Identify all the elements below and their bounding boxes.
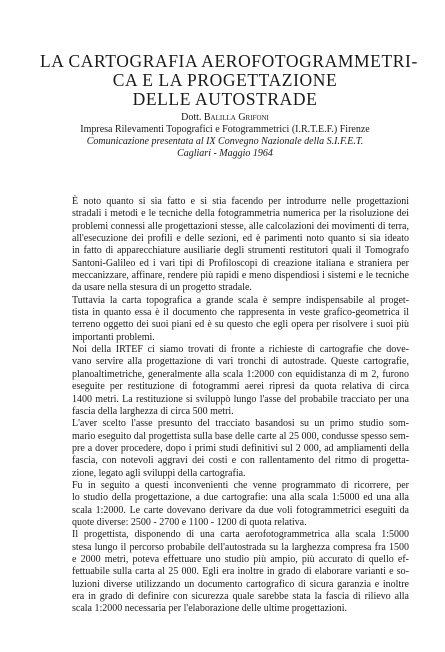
text-line: terreno oggetto dei suoi piani ed è su questo che egli opera per risolvere i suoi più: [72, 319, 409, 331]
title-line: CA E LA PROGETTAZIONE: [112, 70, 338, 90]
body-paragraph: [60, 196, 409, 295]
body-paragraph: [60, 418, 409, 480]
text-line: L'aver scelto l'asse presunto del tracciato basandosi su un primo studio som-: [72, 418, 409, 430]
text-line: 1400 metri. La restituzione si sviluppò lungo l'asse del probabile tracciato per una: [72, 393, 409, 405]
text-line: luzioni diverse utilizzando un documento cartografico di sicura garanzia e inoltre: [72, 578, 409, 590]
text-line: eseguite per restituzione di fotogrammi aerei ripresi da quota relativa di circa: [72, 381, 409, 393]
body-paragraph: [60, 529, 409, 615]
title-line: LA CARTOGRAFIA AEROFOTOGRAMMETRI-: [40, 51, 418, 71]
title-line: DELLE AUTOSTRADE: [132, 89, 318, 109]
author-line: [30, 112, 420, 124]
text-line: planoaltimetriche, generalmente alla scala 1:2000 con equidistanza di m 2, furono: [72, 368, 409, 380]
text-line: scala 1:2000. Le carte dovevano derivare da due voli fotogrammetrici eseguiti da: [72, 504, 409, 516]
text-line: importanti problemi.: [72, 331, 155, 343]
article-meta: [30, 124, 420, 161]
text-line: quote diverse: 2500 - 2700 e 1100 - 1200 di quota relativa.: [72, 516, 307, 528]
body-paragraph: [60, 344, 409, 418]
text-line: stradali i metodi e le tecniche della fotogrammetria numerica per la risoluzione dei: [72, 208, 409, 220]
text-line: stesa lungo il percorso probabile dell'autostrada su la larghezza compresa fra 1500: [72, 541, 409, 553]
text-line: Fu in seguito a questi inconvenienti che venne programmato di ricorrere, per: [72, 479, 409, 491]
conference-place-date: Cagliari - Maggio 1964: [177, 148, 273, 160]
affiliation: Impresa Rilevamenti Topografici e Fotogrammetrici (I.R.T.E.F.) Firenze: [80, 124, 370, 135]
text-line: scala 1:2000 necessaria per l'elaborazione delle ultime progettazioni.: [72, 603, 348, 615]
text-line: È noto quanto si sia fatto e si stia facendo per introdurre nelle progettazioni: [72, 196, 409, 207]
text-line: da usare nella stesura di un progetto stradale.: [72, 282, 252, 294]
text-line: fascia della larghezza di circa 500 metri.: [72, 405, 234, 417]
text-line: pre a dover procedere, dopo i primi studi definitivi sul 2 000, ad ampliamenti della: [72, 442, 409, 454]
author-prefix: Dott.: [181, 112, 202, 123]
text-line: Il progettista, disponendo di una carta aerofotogrammetrica alla scala 1:5000: [72, 529, 409, 541]
text-line: Tuttavia la carta topografica a grande scala è sempre indispensabile al proget-: [72, 294, 409, 306]
body-paragraph: [60, 480, 409, 529]
text-line: era in grado di definire con sicurezza quale sarebbe stata la fascia di rilievo alla: [72, 591, 409, 602]
article-body: [60, 196, 409, 616]
body-paragraph: [60, 295, 409, 344]
text-line: in fatto di apparecchiature ausiliarie degli strumenti restitutori quali il Tomografo: [72, 245, 409, 257]
author-name: Balilla Grifoni: [203, 112, 269, 123]
text-line: Noi della IRTEF ci siamo trovati di fronte a richieste di cartografie che dove-: [72, 344, 409, 356]
text-line: Santoni-Galileo ed i vari tipi di Profiloscopi di creazione italiana e straniera per: [72, 257, 409, 269]
text-line: meccanizzare, affinare, rendere più rapidi e meno dispendiosi i sistemi e le tecniche: [72, 270, 409, 282]
text-line: fascia, con notevoli aggravi dei costi e con rallentamento del ritmo di progetta-: [72, 455, 409, 467]
text-line: fettuabile sulla carta al 25 000. Egli era inoltre in grado di elaborare varianti e so-: [72, 566, 409, 578]
text-line: e 2000 metri, poteva effettuare uno studio più ampio, più accurato di quello ef-: [72, 553, 409, 565]
text-line: problemi connessi alle progettazioni stesse, alle calcolazioni dei movimenti di terra,: [72, 220, 409, 232]
article-title: [40, 51, 418, 109]
conference-note: Comunicazione presentata al IX Convegno Nazionale della S.I.F.E.T.: [86, 136, 364, 148]
text-line: mario eseguito dal progettista sulla base delle carte al 25 000, condusse spesso sem-: [72, 430, 409, 442]
text-line: tista in quanto essa è il documento che rappresenta in veste grafico-geometrica il: [72, 307, 409, 319]
text-line: zione, legato agli sviluppi della cartografia.: [72, 467, 246, 479]
text-line: vano servire alla progettazione di vari tronchi di autostrade. Queste cartografie,: [72, 356, 409, 368]
text-line: lo studio della progettazione, a due cartografie: una alla scala 1:5000 ed una alla: [72, 492, 409, 504]
text-line: all'esecuzione dei profili e delle sezioni, ed è parimenti noto quanto si sia ideato: [72, 233, 409, 245]
